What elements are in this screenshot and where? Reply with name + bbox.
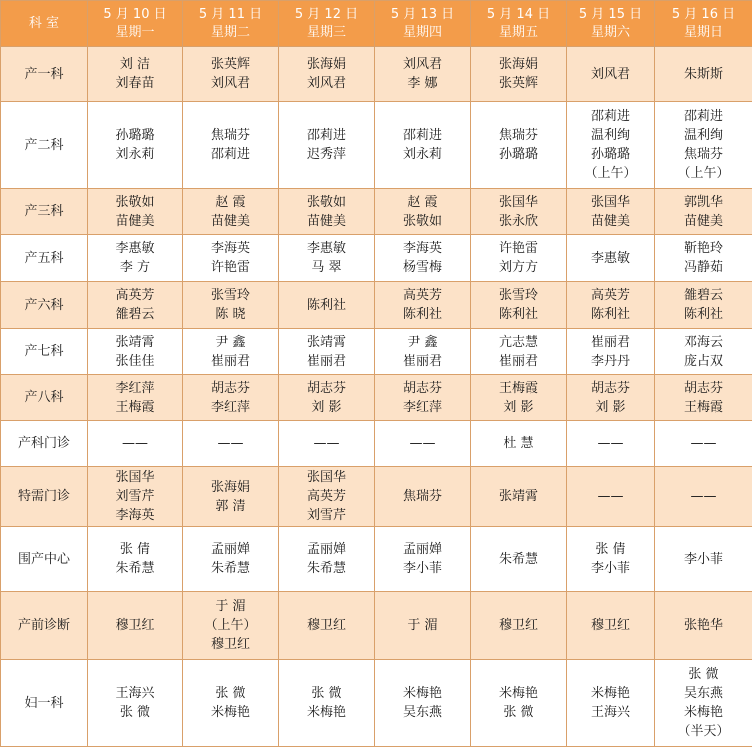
staff-name: 赵 霞: [215, 194, 246, 210]
duty-cell: [471, 467, 567, 527]
day-weekday: 星期五: [498, 24, 538, 40]
duty-cell: [567, 592, 655, 660]
staff-name: 米梅艳: [210, 705, 250, 720]
staff-name: 米梅艳: [402, 686, 442, 701]
day-date: 5 月 11 日: [198, 6, 263, 22]
duty-cell: [88, 102, 183, 189]
staff-name: 靳艳玲: [683, 241, 723, 256]
day-weekday: 星期三: [306, 24, 346, 40]
duty-cell: [183, 102, 279, 189]
staff-name: 张海娟: [498, 57, 538, 72]
duty-cell: [279, 527, 375, 592]
staff-name: 张雪玲: [210, 288, 250, 303]
duty-cell: [88, 189, 183, 235]
duty-cell: [471, 282, 567, 329]
duty-cell: [471, 329, 567, 375]
duty-cell: [471, 235, 567, 282]
staff-name: 张 微: [119, 705, 151, 720]
duty-cell: [279, 47, 375, 102]
staff-name: 刘永莉: [115, 147, 155, 162]
staff-name: 张国华: [115, 470, 155, 485]
duty-cell: [375, 329, 471, 375]
day-header: [183, 1, 279, 47]
staff-name: 陈利社: [306, 297, 346, 313]
staff-name: 刘风君: [402, 57, 442, 72]
staff-name: 杨雪梅: [402, 260, 442, 275]
day-weekday: 星期二: [210, 24, 250, 40]
staff-name: 李惠敏: [306, 241, 346, 256]
staff-name: 邓海云: [683, 334, 723, 350]
staff-name: 张 倩: [119, 542, 151, 557]
duty-cell: [183, 235, 279, 282]
duty-cell: [471, 660, 567, 747]
header-row: [1, 1, 752, 47]
staff-name: 尹 鑫: [215, 334, 246, 350]
staff-name: 李小菲: [590, 561, 630, 576]
staff-name: 许艳雷: [498, 241, 538, 256]
staff-name: 张国华: [306, 470, 346, 485]
schedule-row: [1, 282, 752, 329]
staff-name: （上午）: [677, 166, 730, 181]
staff-name: 高英芳: [306, 489, 346, 504]
duty-cell: [183, 375, 279, 421]
day-date: 5 月 14 日: [486, 6, 551, 22]
staff-name: 高英芳: [402, 288, 442, 303]
staff-name: 温利绚: [683, 128, 723, 143]
duty-cell: [471, 421, 567, 467]
staff-name: 张英辉: [210, 57, 250, 72]
staff-name: 米梅艳: [683, 705, 723, 720]
staff-name: 张佳佳: [115, 353, 155, 369]
staff-name: ——: [597, 436, 624, 451]
day-header: [375, 1, 471, 47]
department-cell: 产八科: [1, 375, 88, 421]
duty-cell: [567, 467, 655, 527]
staff-name: 陈 晓: [215, 307, 246, 322]
staff-name: 吴东燕: [402, 705, 442, 720]
staff-name: 张靖霄: [498, 489, 538, 504]
staff-name: 张 微: [215, 686, 246, 701]
duty-cell: [88, 235, 183, 282]
staff-name: 李红萍: [402, 399, 442, 415]
staff-name: 孙璐璐: [498, 147, 538, 162]
staff-name: 李红萍: [115, 380, 155, 396]
staff-name: 张国华: [590, 194, 630, 210]
day-weekday: 星期六: [590, 24, 630, 40]
staff-name: 尹 鑫: [407, 334, 438, 350]
staff-name: 崔丽君: [590, 334, 630, 350]
staff-name: 刘雪芹: [115, 489, 155, 504]
staff-name: 李丹丹: [590, 353, 630, 369]
staff-name: 陈利社: [498, 307, 538, 322]
duty-cell: [567, 282, 655, 329]
schedule-row: [1, 592, 752, 660]
duty-cell: [567, 329, 655, 375]
staff-name: 陈利社: [590, 307, 630, 322]
staff-name: 邵莉进: [590, 109, 630, 124]
staff-name: 李小菲: [402, 561, 442, 576]
dept-header: 科 室: [1, 1, 88, 47]
staff-name: 王梅霞: [683, 399, 723, 415]
staff-name: 张靖霄: [306, 334, 346, 350]
staff-name: 朱希慧: [306, 561, 346, 576]
schedule-row: [1, 527, 752, 592]
staff-name: 王海兴: [115, 686, 155, 701]
duty-cell: [375, 375, 471, 421]
duty-cell: [279, 467, 375, 527]
duty-cell: [183, 421, 279, 467]
staff-name: 庞占双: [683, 353, 723, 369]
staff-name: （上午）: [204, 618, 257, 633]
schedule-row: [1, 660, 752, 747]
staff-name: 张靖霄: [115, 334, 155, 350]
duty-cell: [279, 235, 375, 282]
staff-name: 温利绚: [590, 128, 630, 143]
staff-name: 张国华: [498, 194, 538, 210]
staff-name: 于 湄: [215, 599, 246, 614]
duty-cell: [567, 660, 655, 747]
duty-cell: [88, 47, 183, 102]
schedule-row: [1, 421, 752, 467]
day-date: 5 月 15 日: [578, 6, 643, 22]
staff-name: 张雪玲: [498, 288, 538, 303]
staff-name: 孟丽婵: [306, 542, 346, 557]
staff-name: 邵莉进: [306, 128, 346, 143]
staff-name: 王梅霞: [115, 399, 155, 415]
staff-name: 朱希慧: [498, 551, 538, 567]
duty-cell: [88, 660, 183, 747]
duty-cell: [567, 527, 655, 592]
duty-cell: [183, 467, 279, 527]
staff-name: 杜 慧: [503, 436, 534, 451]
duty-cell: [375, 421, 471, 467]
department-cell: 产七科: [1, 329, 88, 375]
duty-cell: [279, 421, 375, 467]
duty-cell: [375, 527, 471, 592]
staff-name: 李海英: [115, 508, 155, 523]
staff-name: 焦瑞芬: [683, 147, 723, 162]
duty-cell: [279, 592, 375, 660]
duty-cell: [471, 102, 567, 189]
staff-name: 王梅霞: [498, 380, 538, 396]
staff-name: 许艳雷: [210, 260, 250, 275]
day-weekday: 星期一: [115, 24, 155, 40]
duty-cell: [279, 102, 375, 189]
staff-name: 李海英: [210, 241, 250, 256]
staff-name: 刘 影: [595, 399, 626, 415]
duty-cell: [655, 189, 752, 235]
staff-name: 崔丽君: [498, 353, 538, 369]
duty-cell: [88, 421, 183, 467]
staff-name: 李 方: [119, 260, 151, 275]
staff-name: 李 娜: [407, 76, 438, 91]
schedule-row: [1, 235, 752, 282]
duty-cell: [655, 660, 752, 747]
department-cell: 产五科: [1, 235, 88, 282]
staff-name: 李小菲: [683, 551, 723, 567]
schedule-row: [1, 329, 752, 375]
staff-name: 李惠敏: [590, 250, 630, 266]
staff-name: ——: [122, 436, 148, 451]
day-header: [471, 1, 567, 47]
duty-cell: [567, 421, 655, 467]
duty-cell: [567, 189, 655, 235]
duty-cell: [375, 102, 471, 189]
staff-name: 孙璐璐: [115, 128, 155, 143]
duty-cell: [88, 467, 183, 527]
staff-name: 邵莉进: [402, 128, 442, 143]
staff-name: 苗健美: [683, 213, 723, 229]
staff-name: 胡志芬: [210, 380, 250, 396]
staff-name: （半天）: [677, 724, 730, 739]
duty-cell: [655, 102, 752, 189]
duty-cell: [279, 660, 375, 747]
staff-name: 高英芳: [115, 288, 155, 303]
staff-name: 张 微: [503, 705, 534, 720]
department-cell: 妇一科: [1, 660, 88, 747]
staff-name: 胡志芬: [402, 380, 442, 396]
staff-name: 朱希慧: [210, 561, 250, 576]
staff-name: ——: [409, 436, 436, 451]
duty-cell: [88, 329, 183, 375]
duty-cell: [183, 47, 279, 102]
staff-name: 胡志芬: [683, 380, 723, 396]
staff-name: 焦瑞芬: [498, 128, 538, 143]
staff-name: ——: [690, 489, 717, 504]
day-header: [567, 1, 655, 47]
duty-cell: [471, 189, 567, 235]
schedule-row: [1, 189, 752, 235]
duty-cell: [567, 235, 655, 282]
staff-name: 张海娟: [210, 479, 250, 495]
staff-name: 雒碧云: [683, 288, 723, 303]
duty-cell: [375, 467, 471, 527]
staff-name: 胡志芬: [590, 380, 630, 396]
staff-name: 王海兴: [590, 705, 630, 720]
duty-cell: [471, 592, 567, 660]
duty-cell: [279, 375, 375, 421]
staff-name: 李红萍: [210, 399, 250, 415]
department-cell: 产科门诊: [1, 421, 88, 467]
staff-name: 马 翠: [311, 260, 342, 275]
duty-cell: [183, 189, 279, 235]
staff-name: 郭 清: [215, 498, 246, 514]
staff-name: 刘风君: [590, 66, 630, 82]
duty-cell: [567, 375, 655, 421]
staff-name: 孟丽婵: [402, 542, 442, 557]
staff-name: 米梅艳: [306, 705, 346, 720]
staff-name: 米梅艳: [590, 686, 630, 701]
staff-name: 刘 影: [503, 399, 534, 415]
staff-name: 朱希慧: [115, 561, 155, 576]
day-weekday: 星期日: [683, 24, 723, 40]
staff-name: 孙璐璐: [590, 147, 630, 162]
staff-name: 刘风君: [210, 76, 250, 91]
day-header: [279, 1, 375, 47]
day-date: 5 月 13 日: [390, 6, 455, 22]
staff-name: 刘 洁: [119, 57, 151, 72]
duty-cell: [567, 47, 655, 102]
duty-cell: [279, 329, 375, 375]
staff-name: 穆卫红: [115, 618, 155, 633]
department-cell: 产三科: [1, 189, 88, 235]
duty-cell: [655, 47, 752, 102]
duty-cell: [375, 660, 471, 747]
day-date: 5 月 12 日: [294, 6, 359, 22]
duty-cell: [655, 592, 752, 660]
duty-cell: [655, 329, 752, 375]
staff-name: 刘方方: [498, 260, 538, 275]
staff-name: 于 湄: [407, 618, 438, 633]
duty-cell: [183, 527, 279, 592]
staff-name: 穆卫红: [306, 618, 346, 633]
schedule-row: [1, 375, 752, 421]
staff-name: 张永欣: [498, 213, 538, 229]
staff-name: 崔丽君: [210, 353, 250, 369]
staff-name: 张 微: [311, 686, 342, 701]
day-date: 5 月 16 日: [671, 6, 736, 22]
day-date: 5 月 10 日: [103, 6, 167, 22]
duty-cell: [183, 282, 279, 329]
staff-name: 张敬如: [115, 194, 155, 210]
duty-cell: [88, 282, 183, 329]
schedule-row: [1, 47, 752, 102]
staff-name: 朱斯斯: [683, 66, 723, 82]
staff-name: 李惠敏: [115, 241, 155, 256]
staff-name: 张敬如: [306, 194, 346, 210]
duty-cell: [375, 47, 471, 102]
staff-name: 刘 影: [311, 399, 342, 415]
staff-name: 苗健美: [590, 213, 630, 229]
staff-name: ——: [217, 436, 244, 451]
duty-cell: [375, 592, 471, 660]
staff-name: 冯静茹: [683, 260, 723, 275]
staff-name: 邵莉进: [683, 109, 723, 124]
staff-name: 陈利社: [683, 307, 723, 322]
duty-cell: [471, 527, 567, 592]
staff-name: 张 倩: [595, 542, 626, 557]
day-header: [655, 1, 752, 47]
staff-name: 米梅艳: [498, 686, 538, 701]
duty-cell: [375, 189, 471, 235]
schedule-body: [1, 47, 752, 747]
duty-cell: [88, 527, 183, 592]
staff-name: 崔丽君: [402, 353, 442, 369]
staff-name: 崔丽君: [306, 353, 346, 369]
duty-cell: [279, 282, 375, 329]
duty-cell: [183, 592, 279, 660]
day-weekday: 星期四: [402, 24, 442, 40]
staff-name: 张英辉: [498, 76, 538, 91]
duty-cell: [88, 592, 183, 660]
duty-cell: [655, 235, 752, 282]
staff-name: 焦瑞芬: [402, 489, 442, 504]
staff-name: 刘风君: [306, 76, 346, 91]
staff-name: 胡志芬: [306, 380, 346, 396]
staff-name: 邵莉进: [210, 147, 250, 162]
staff-name: 刘永莉: [402, 147, 442, 162]
staff-name: ——: [597, 489, 624, 504]
staff-name: 张敬如: [402, 213, 442, 229]
department-cell: 产前诊断: [1, 592, 88, 660]
staff-name: 吴东燕: [683, 686, 723, 701]
staff-name: 雒碧云: [115, 307, 155, 322]
schedule-row: [1, 467, 752, 527]
staff-name: 穆卫红: [210, 637, 250, 652]
staff-name: （上午）: [584, 166, 637, 181]
duty-cell: [655, 282, 752, 329]
duty-cell: [375, 235, 471, 282]
duty-cell: [183, 660, 279, 747]
duty-cell: [655, 421, 752, 467]
staff-name: 孟丽婵: [210, 542, 250, 557]
duty-cell: [183, 329, 279, 375]
staff-name: 赵 霞: [407, 194, 438, 210]
department-cell: 围产中心: [1, 527, 88, 592]
staff-name: ——: [690, 436, 717, 451]
duty-cell: [375, 282, 471, 329]
staff-name: 焦瑞芬: [210, 128, 250, 143]
duty-cell: [471, 375, 567, 421]
staff-name: 张 微: [688, 667, 719, 682]
staff-name: 高英芳: [590, 288, 630, 303]
duty-cell: [471, 47, 567, 102]
staff-name: 苗健美: [115, 213, 155, 229]
staff-name: 亢志慧: [498, 334, 538, 350]
staff-name: 苗健美: [210, 213, 250, 229]
staff-name: 穆卫红: [590, 618, 630, 633]
staff-name: 刘雪芹: [306, 508, 346, 523]
duty-cell: [567, 102, 655, 189]
department-cell: 产一科: [1, 47, 88, 102]
department-cell: 特需门诊: [1, 467, 88, 527]
staff-name: 李海英: [402, 241, 442, 256]
staff-name: 迟秀萍: [306, 147, 346, 162]
staff-name: ——: [313, 436, 340, 451]
staff-name: 张海娟: [306, 57, 346, 72]
staff-name: 陈利社: [402, 307, 442, 322]
staff-name: 刘春苗: [115, 76, 155, 91]
duty-cell: [655, 375, 752, 421]
duty-cell: [279, 189, 375, 235]
staff-name: 苗健美: [306, 213, 346, 229]
duty-cell: [655, 467, 752, 527]
duty-cell: [655, 527, 752, 592]
staff-name: 穆卫红: [498, 618, 538, 633]
department-cell: 产六科: [1, 282, 88, 329]
duty-cell: [88, 375, 183, 421]
staff-name: 郭凯华: [683, 194, 723, 210]
day-header: [88, 1, 183, 47]
schedule-row: [1, 102, 752, 189]
department-cell: 产二科: [1, 102, 88, 189]
staff-name: 张艳华: [683, 618, 723, 633]
